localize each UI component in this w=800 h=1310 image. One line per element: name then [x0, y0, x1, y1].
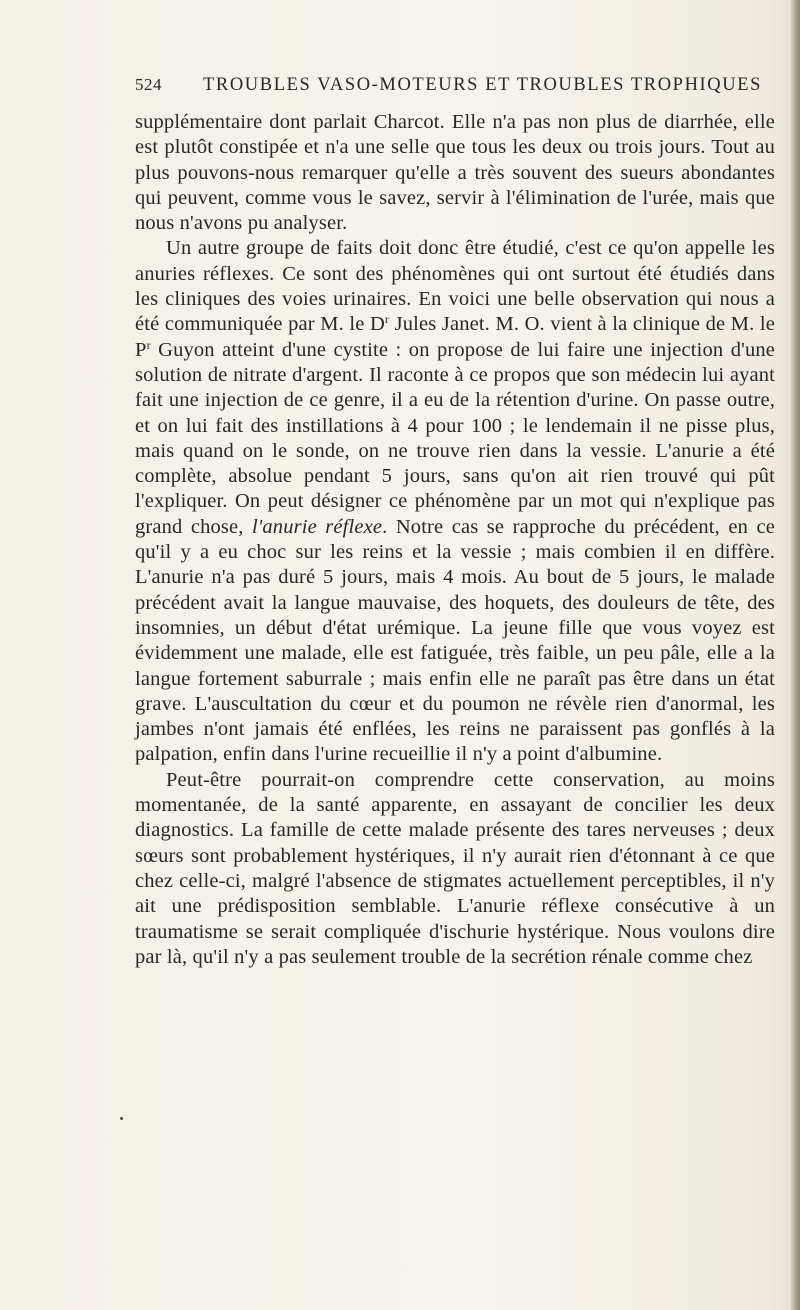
page-number: 524 [135, 75, 162, 94]
page-edge-shadow [791, 0, 800, 1310]
ink-speck [120, 1117, 123, 1120]
paragraph-2-part-b: Jules Janet. M. O. vient à la clinique de M. le P [135, 313, 775, 361]
paragraph-2-part-d: . Notre cas se rapproche du précédent, en ce qu'il y a eu choc sur les reins et la vessie ; mais combien il en diffère. L'anurie n'a pas duré 5 jours, mais 4 mois. Au bout de 5 jours, le malade précédent avait la langue mauvaise, des hoquets, des douleurs de tête, des insomnies, un début d'état urémique. La jeune fille que vous voyez est évidemment une malade, elle est fatiguée, très faible, un peu pâle, elle a la langue fortement saburrale ; mais enfin elle ne paraît pas être dans un état grave. L'auscultation du cœur et du poumon ne révèle rien d'anormal, les jambes n'ont jamais été enflées, les reins ne paraissent pas gonflés à la palpation, enfin dans l'urine recueillie il n'y a point d'albumine. [135, 515, 775, 766]
superscript-professeur: r [146, 337, 151, 352]
page-header [135, 75, 775, 99]
running-title: TROUBLES VASO-MOTEURS ET TROUBLES TROPHIQUES [203, 75, 763, 95]
paragraph-2-part-a: Un autre groupe de faits doit donc être étudié, c'est ce qu'on appelle les anuries réflexes. Ce sont des phénomènes qui ont surtout été étudiés dans les cliniques des voies urinaires. En voici une belle observation qui nous a été communiquée par M. le D [135, 237, 775, 336]
paragraph-3: Peut-être pourrait-on comprendre cette conservation, au moins momentanée, de la santé apparente, en assayant de concilier les deux diagnostics. La famille de cette malade présente des tares nerveuses ; deux sœurs sont probablement hystériques, il n'y aurait rien d'étonnant à ce que chez celle-ci, malgré l'absence de stigmates actuellement perceptibles, il n'y ait une prédisposition semblable. L'anurie réflexe consécutive à un traumatisme se serait compliquée d'ischurie hystérique. Nous voulons dire par là, qu'il n'y a pas seulement trouble de la secrétion rénale comme chez [135, 768, 775, 968]
superscript-docteur: r [384, 312, 390, 327]
paragraph-1: supplémentaire dont parlait Charcot. Elle n'a pas non plus de diarrhée, elle est plutôt constipée et n'a une selle que tous les deux ou trois jours. Tout au plus pouvons-nous remarquer qu'elle a très souvent des sueurs abondantes qui peuvent, comme vous le savez, servir à l'élimination de l'urée, mais que nous n'avons pu analyser. [135, 111, 775, 235]
italic-term: l'anurie réflexe [252, 515, 383, 538]
paragraph-2 [135, 236, 775, 767]
paragraph-2-part-c: Guyon atteint d'une cystite : on propose de lui faire une injection d'une solution de nitrate d'argent. Il raconte à ce propos que son médecin lui ayant fait une injection de ce genre, il a eu de la rétention d'urine. On passe outre, et on lui fait des instillations à 4 pour 100 ; le lendemain il ne pisse plus, mais quand on le sonde, on ne trouve rien dans la vessie. L'anurie a été complète, absolue pendant 5 jours, sans qu'on ait rien trouvé qui pût l'expliquer. On peut désigner ce phénomène par un mot qui n'explique pas grand chose, [135, 338, 775, 538]
body-text [135, 110, 775, 970]
